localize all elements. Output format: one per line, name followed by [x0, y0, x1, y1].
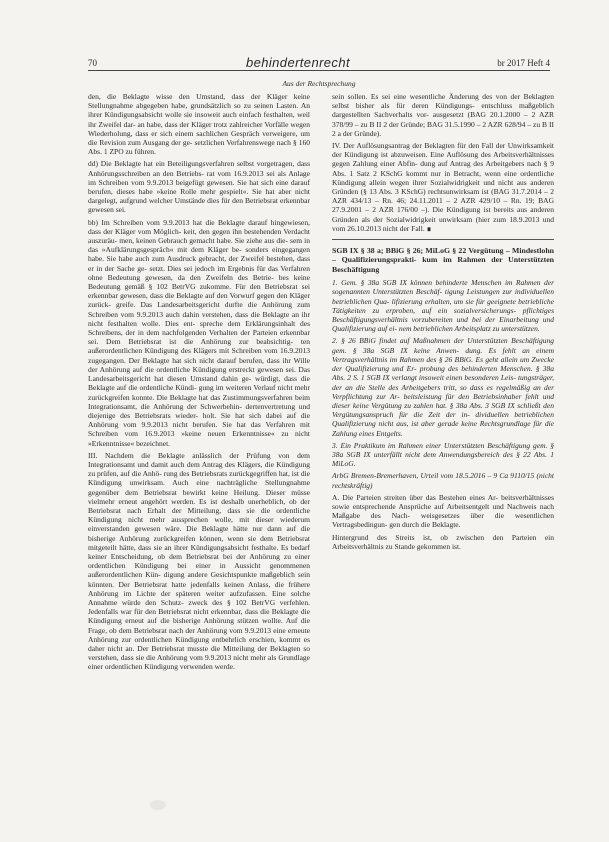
leitsatz: 3. Ein Praktikum im Rahmen einer Unterstützten Beschäftigung gem. § 38a SGB IX unterfällt nicht dem Anwendungsbereich des § 22 Abs. 1 MiLoG.	[332, 440, 554, 469]
scan-smudge	[150, 800, 166, 810]
leitsatz: 2. § 26 BBiG findet auf Maßnahmen der Unterstützten Beschäftigung gem. § 38a SGB IX keine Anwen- dung. Es fehlt an einem Vertragsverhältnis im Rahmen des § 26 BBiG. Es geht allein um Zwecke der Qualifizierung und Er- probung des behinderten Menschen. § 38a Abs. 2 S. 1 SGB IX verlangt insoweit einen besonderen Leis- tungsträger, der an die Stelle des Arbeitgebers tritt, so dass es regelmäßig an der Verpflichtung zur Ar- beitsleistung für den Betriebsinhaber fehlt und dieser keine Vergütung zu zahlen hat. § 38a Abs. 3 SGB IX schließt den Vergütungsanspruch für die Zeit der in- dividuellen betrieblichen Qualifizierung nicht aus, ist aber gerade keine Rechtsgrundlage für die Zahlung eines Entgelts.	[332, 336, 554, 438]
header-rule	[88, 70, 550, 71]
left-column	[88, 92, 310, 675]
issue-label: br 2017 Heft 4	[497, 58, 550, 68]
running-header	[88, 56, 550, 78]
page-number: 70	[88, 58, 97, 68]
section-title: Aus der Rechtsprechung	[282, 79, 356, 88]
right-column	[332, 92, 554, 554]
paragraph	[332, 141, 554, 233]
paragraph: sein sollen. Es sei eine wesentliche Änderung des von der Beklagten selbst bisher als für deren Kündigungs- entschluss maßgeblich dargestellten Sachverhalts vor- ausgesetzt (BAG 20.1.2000 – 2 AZR 378/99 – zu B II 2 der Gründe; BAG 31.5.1990 – 2 AZR 628/94 – zu B II 2 a der Gründe).	[332, 92, 554, 138]
paragraph: den, die Beklagte wisse den Umstand, dass der Kläger keine Stellungnahme abgegeben habe, grundsätzlich so zu seinen Lasten. An ihrer Kündigungsabsicht wolle sie insoweit auch einfach festhalten, weil ihr Zweifel dar- an habe, dass der Kläger trotz zahlreicher Vorfälle wegen Wiederholung, dass er sich einem sachlichen Gespräch verweigere, um die Revision zum Ausgang der ge- setzlichen Verfahrenswege nach § 160 Abs. 1 ZPO zu führen.	[88, 92, 310, 157]
leitsatz: 1. Gem. § 38a SGB IX können behinderte Menschen im Rahmen der sogenannten Unterstützten Beschäf- tigung Leistungen zur individuellen betrieblichen Qua- lifizierung erhalten, um sie für geeignete betriebliche Tätigkeiten zu erproben, auf ein sozialversicherungs- pflichtiges Beschäftigungsverhältnis vorzubereiten und bei der Einarbeitung und Qualifizierung auf ei- nem betrieblichen Arbeitsplatz zu unterstützen.	[332, 278, 554, 334]
case-heading: SGB IX § 38 a; BBiG § 26; MiLoG § 22 Vergütung – Mindestlohn – Qualifizierungsprakti- kum im Rahmen der Unterstützten Beschäftigung	[332, 246, 554, 274]
paragraph: bb) Im Schreiben vom 9.9.2013 hat die Beklagte darauf hingewiesen, dass der Kläger vom Möglich- keit, den gegen ihn bestehenden Verdacht auszuräu- men, keinen Gebrauch gemacht habe. Sie ziehe aus die- sem in das »Aufklärungsgespräch« mit dem Kläger be- sonders eingegangen habe. Sie habe auch zum Ausdruck gebracht, der Zweifel bestehen, dass er in der Sache ge- setzt. Dies sei jedoch im Ergebnis für das Verfahren ohne Bedeutung gewesen, da den Zweifeln des Betrie- bes keine Bedeutung gemäß § 102 BetrVG zukomme. Für den Betriebsrat sei erkennbar gewesen, dass die Beklagte auf den Vorwurf gegen den Kläger zurück- greife. Das Landesarbeitsgericht durfte die Anhörung zum Schreiben vom 9.9.2013 auch dahin verstehen, dass die Beklagte an ihr nicht festhalten wolle. Dies ent- spreche dem Erklärungsinhalt des Schreibens, der in dem nachfolgenden Verhalten der Parteien erkennbar sei. Dem Betriebsrat ist die Anhörung zur beabsichtig- ten außerordentlichen Kündigung des Klägers mit Schreiben vom 16.9.2013 zugegangen. Der Beklagte hat sich nicht darauf berufen, dass ihr Wille der Anhörung auf die ordentliche Kündigung erstreckt gewesen sei. Das Landesarbeitsgericht hat diesen Umstand dahin ge- würdigt, dass die Beklagte auf die ordentliche Kündi- gung im weiteren Verlauf nicht mehr zurückgreifen konnte. Die Beklagte hat das Zustimmungsverfahren beim Integrationsamt, die Anhörung der Schwerbehin- dertenvertretung und diejenige des Betriebsrats wieder- holt. Sie hat sich dabei auf die Anhörung vom 9.9.2013 nicht berufen. Sie hat das Verfahren mit Schreiben vom 16.9.2013 »keine neuen Erkenntnisse« zu nicht »Erkenntnisse« bezeichnet.	[88, 217, 310, 448]
paragraph: dd) Die Beklagte hat ein Beteiligungsverfahren selbst vorgetragen, dass Anhörungsschreiben an den Betriebs- rat vom 16.9.2013 sei als Anlage im Schreiben vom 9.9.2013 beigefügt gewesen. Sie hat sich eine darauf berufen, dieses habe »keine Rolle mehr gespielt«. Sie hat aber nicht dargelegt, aufgrund welcher Umstände dies für den Betriebsrat erkennbar gewesen sei.	[88, 159, 310, 215]
paragraph-text: IV. Der Auflösungsantrag der Beklagten für den Fall der Unwirksamkeit der Kündigung ist abzuweisen. Eine Auflösung des Arbeitsverhältnisses gegen Zahlung einer Abfin- dung auf Antrag des Arbeitgebers nach § 9 Abs. 1 Satz 2 KSchG kommt nur in Betracht, wenn eine ordentliche Kündigung allein wegen ihrer Sozialwidrigkeit und nicht aus anderen Gründen (§ 13 Abs. 3 KSchG) rechtsunwirksam ist (BAG 31.7.2014 – 2 AZR 434/13 – Rn. 46; 24.11.2011 – 2 AZR 429/10 – Rn. 19; BAG 27.9.2001 – 2 AZR 176/00 –). Die Kündigung ist bereits aus anderen Gründen als der Sozialwidrigkeit unwirksam (hier zum 18.9.2013 und vom 26.10.2013 nicht der Fall.	[332, 141, 554, 233]
court-citation: ArbG Bremen-Bremerhaven, Urteil vom 18.5.2016 – 9 Ca 9110/15 (nicht rechtskräftig)	[332, 471, 554, 490]
paragraph: A. Die Parteien streiten über das Bestehen eines Ar- beitsverhältnisses sowie entsprechende Ansprüche auf Arbeitsentgelt und Nachweis nach Maßgabe des Nach- weisgesetzes über die wesentlichen Vertragsbedingun- gen durch die Beklagte.	[332, 492, 554, 530]
paragraph: Hintergrund des Streits ist, ob zwischen den Parteien ein Arbeitsverhältnis zu Stande gekommen ist.	[332, 532, 554, 551]
paragraph: III. Nachdem die Beklagte anlässlich der Prüfung von dem Integrationsamt und damit auch dem Antrag des Klägers, die Kündigung zu prüfen, auf die Anhö- rung des Betriebsrats zurückgegriffen hat, ist die Kündigung unwirksam. Auch eine nachträgliche Stellungnahme gegenüber dem Betriebsrat bewirkt keine Heilung. Dieser müsse vielmehr erneut angehört werden. Es ist deshalb unerheblich, ob der Betriebsrat nach Erhalt der Mitteilung, dass sie die ordentliche Kündigung nicht mehr aussprechen wolle, mit dieser wiederum einverstanden gewesen wäre. Die Beklagte hätte nur dann auf die bisherige Anhörung zurückgreifen können, wenn sie dem Betriebsrat mitgeteilt hätte, dass sie an ihrer Kündigungsabsicht festhalte. Es bedarf keiner Entscheidung, ob dem Betriebsrat bei der Anhörung zu einer ordentlichen Kündigung bei einer in Aussicht genommenen außerordentlichen Kün- digung andere Gesichtspunkte maßgeblich sein könnten. Der Betriebsrat hatte jedenfalls keinen Anlass, die frühere Anhörung im Lichte der späteren weiter aufzufassen. Eine solche Annahme würde den Schutz- zweck des § 102 BetrVG verfehlen. Jedenfalls war für den Betriebsrat nicht erkennbar, dass die Beklagte die Kündigung erneut auf die bisherige Anhörung stützen wollte. Auf die Frage, ob dem Betriebsrat nach der Anhörung vom 9.9.2013 eine erneute Anhörung zur ordentlichen Kündigung entbehrlich erschien, kommt es daher nicht an. Der Betriebsrat musste die Mitteilung der Beklagten so verstehen, dass sie die Anhörung vom 9.9.2013 nicht mehr als Grundlage einer ordentlichen Kündigung verwenden werde.	[88, 450, 310, 672]
journal-title: behindertenrecht	[246, 55, 350, 70]
section-divider	[332, 239, 554, 240]
end-mark: ∎	[426, 223, 432, 233]
